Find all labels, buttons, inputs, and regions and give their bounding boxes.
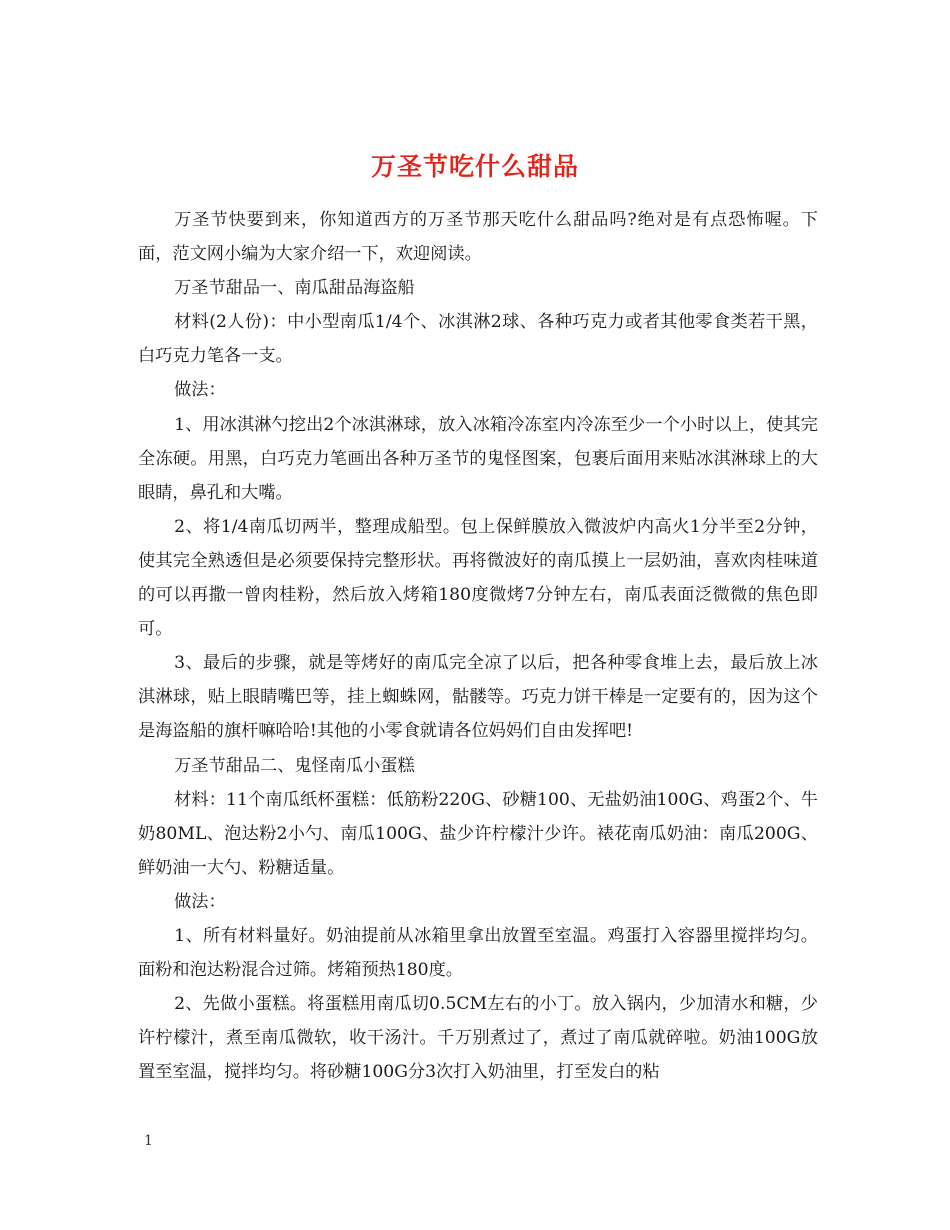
document-title: 万圣节吃什么甜品 <box>370 151 579 181</box>
document-body <box>138 203 818 1089</box>
paragraph-step-2-two: 2、先做小蛋糕。将蛋糕用南瓜切0.5CM左右的小丁。放入锅内，少加清水和糖，少许柠檬汁，煮至南瓜微软，收干汤汁。千万别煮过了，煮过了南瓜就碎啦。奶油100G放置至室温，搅拌均匀。将砂糖100G分3次打入奶油里，打至发白的粘 <box>138 994 818 1083</box>
paragraph-ingredients-two: 材料：11个南瓜纸杯蛋糕：低筋粉220G、砂糖100、无盐奶油100G、鸡蛋2个、牛奶80ML、泡达粉2小勺、南瓜100G、盐少许柠檬汁少许。裱花南瓜奶油：南瓜200G、鲜奶油一大勺、粉糖适量。 <box>138 789 818 878</box>
paragraph-step-2-one: 2、将1/4南瓜切两半，整理成船型。包上保鲜膜放入微波炉内高火1分半至2分钟，使其完全熟透但是必须要保持完整形状。再将微波好的南瓜摸上一层奶油，喜欢肉桂味道的可以再撒一曾肉桂粉，然后放入烤箱180度微烤7分钟左右，南瓜表面泛微微的焦色即可。 <box>138 516 818 640</box>
paragraph-step-1-one: 1、用冰淇淋勺挖出2个冰淇淋球，放入冰箱冷冻室内冷冻至少一个小时以上，使其完全冻硬。用黑，白巧克力笔画出各种万圣节的鬼怪图案，包裹后面用来贴冰淇淋球上的大眼睛，鼻孔和大嘴。 <box>138 414 818 503</box>
page-number: 1 <box>144 1133 153 1149</box>
paragraph-step-1-two: 1、所有材料量好。奶油提前从冰箱里拿出放置至室温。鸡蛋打入容器里搅拌均匀。面粉和泡达粉混合过筛。烤箱预热180度。 <box>138 925 818 981</box>
paragraph-ingredients-one: 材料(2人份)：中小型南瓜1/4个、冰淇淋2球、各种巧克力或者其他零食类若干黑，白巧克力笔各一支。 <box>138 312 818 367</box>
paragraph-step-3-one: 3、最后的步骤，就是等烤好的南瓜完全凉了以后，把各种零食堆上去，最后放上冰淇淋球，贴上眼睛嘴巴等，挂上蜘蛛网，骷髅等。巧克力饼干棒是一定要有的，因为这个是海盗船的旗杆嘛哈哈!其他的小零食就请各位妈妈们自由发挥吧! <box>138 653 818 742</box>
paragraph-intro: 万圣节快要到来，你知道西方的万圣节那天吃什么甜品吗?绝对是有点恐怖喔。下面，范文网小编为大家介绍一下，欢迎阅读。 <box>138 210 818 265</box>
method-label-one: 做法： <box>174 380 226 401</box>
section-heading-dessert-one: 万圣节甜品一、南瓜甜品海盗船 <box>174 278 415 299</box>
section-heading-dessert-two: 万圣节甜品二、鬼怪南瓜小蛋糕 <box>174 755 415 776</box>
method-label-two: 做法： <box>174 891 226 912</box>
